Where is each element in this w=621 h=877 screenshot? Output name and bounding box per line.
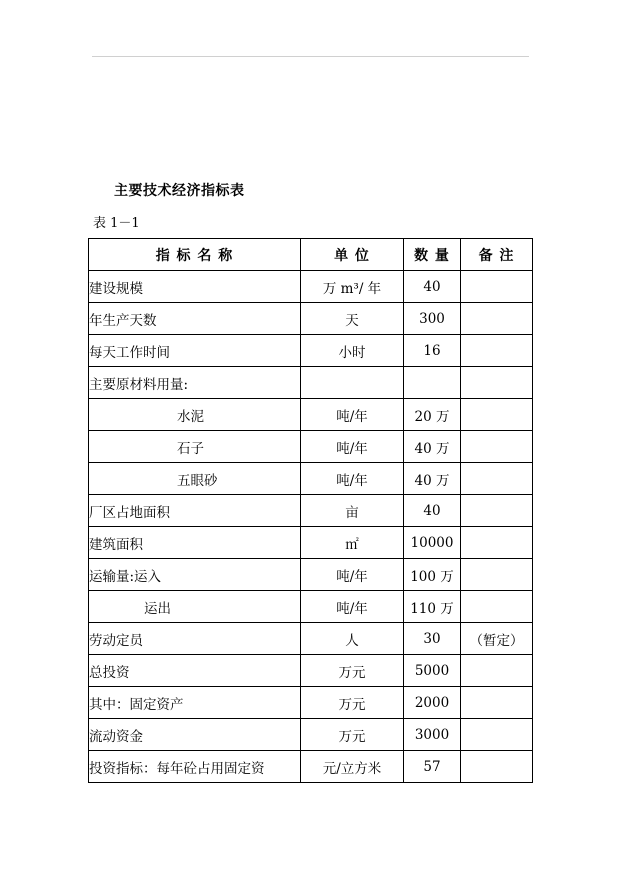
row-note: （暂定） [461, 623, 533, 655]
row-name: 石子 [89, 431, 301, 463]
table-row [89, 591, 533, 623]
header-quantity: 数 量 [404, 239, 461, 271]
table-row [89, 303, 533, 335]
row-quantity: 57 [404, 751, 461, 783]
row-name: 投资指标：每年砼占用固定资 [89, 751, 301, 783]
row-note [461, 335, 533, 367]
row-name: 其中：固定资产 [89, 687, 301, 719]
row-unit: 吨/年 [301, 431, 404, 463]
row-name: 五眼砂 [89, 463, 301, 495]
row-unit: 吨/年 [301, 559, 404, 591]
table-row [89, 751, 533, 783]
table-row [89, 655, 533, 687]
row-unit: 人 [301, 623, 404, 655]
row-note [461, 431, 533, 463]
header-name: 指 标 名 称 [89, 239, 301, 271]
row-name: 每天工作时间 [89, 335, 301, 367]
table-row [89, 367, 533, 399]
row-quantity: 40 [404, 271, 461, 303]
table-row [89, 559, 533, 591]
row-name: 主要原材料用量: [89, 367, 301, 399]
row-quantity: 300 [404, 303, 461, 335]
row-name: 水泥 [89, 399, 301, 431]
row-unit: 万元 [301, 687, 404, 719]
table-row [89, 687, 533, 719]
page-header-rule [92, 56, 529, 57]
row-note [461, 367, 533, 399]
row-note [461, 495, 533, 527]
row-quantity: 100 万 [404, 559, 461, 591]
indicator-table [88, 238, 533, 783]
row-quantity: 2000 [404, 687, 461, 719]
table-row [89, 399, 533, 431]
row-name: 建设规模 [89, 271, 301, 303]
document-title: 主要技术经济指标表 [114, 183, 245, 199]
row-name: 运输量:运入 [89, 559, 301, 591]
row-quantity: 40 万 [404, 463, 461, 495]
header-unit: 单 位 [301, 239, 404, 271]
row-note [461, 719, 533, 751]
row-name: 劳动定员 [89, 623, 301, 655]
row-quantity: 110 万 [404, 591, 461, 623]
row-unit: 天 [301, 303, 404, 335]
row-quantity: 3000 [404, 719, 461, 751]
table-row [89, 463, 533, 495]
row-quantity: 10000 [404, 527, 461, 559]
row-note [461, 303, 533, 335]
row-unit [301, 367, 404, 399]
row-name: 运出 [89, 591, 301, 623]
row-note [461, 591, 533, 623]
table-row [89, 495, 533, 527]
row-unit: 亩 [301, 495, 404, 527]
table-row [89, 271, 533, 303]
row-quantity: 40 [404, 495, 461, 527]
row-quantity [404, 367, 461, 399]
row-name: 流动资金 [89, 719, 301, 751]
table-header-row [89, 239, 533, 271]
row-name: 建筑面积 [89, 527, 301, 559]
row-name: 总投资 [89, 655, 301, 687]
row-note [461, 559, 533, 591]
table-row [89, 431, 533, 463]
row-quantity: 40 万 [404, 431, 461, 463]
row-note [461, 655, 533, 687]
row-unit: 万元 [301, 655, 404, 687]
row-note [461, 399, 533, 431]
row-unit: 万 m³/ 年 [301, 271, 404, 303]
row-unit: 元/立方米 [301, 751, 404, 783]
row-quantity: 20 万 [404, 399, 461, 431]
row-name: 年生产天数 [89, 303, 301, 335]
row-note [461, 463, 533, 495]
row-unit: 吨/年 [301, 591, 404, 623]
row-note [461, 527, 533, 559]
row-quantity: 5000 [404, 655, 461, 687]
row-note [461, 687, 533, 719]
header-note: 备 注 [461, 239, 533, 271]
row-quantity: 16 [404, 335, 461, 367]
row-name: 厂区占地面积 [89, 495, 301, 527]
table-row [89, 623, 533, 655]
row-note [461, 271, 533, 303]
row-unit: 吨/年 [301, 399, 404, 431]
row-quantity: 30 [404, 623, 461, 655]
row-note [461, 751, 533, 783]
row-unit: 万元 [301, 719, 404, 751]
table-row [89, 335, 533, 367]
row-unit: ㎡ [301, 527, 404, 559]
row-unit: 吨/年 [301, 463, 404, 495]
table-number: 表 1－1 [93, 216, 140, 231]
row-unit: 小时 [301, 335, 404, 367]
table-row [89, 719, 533, 751]
table-row [89, 527, 533, 559]
